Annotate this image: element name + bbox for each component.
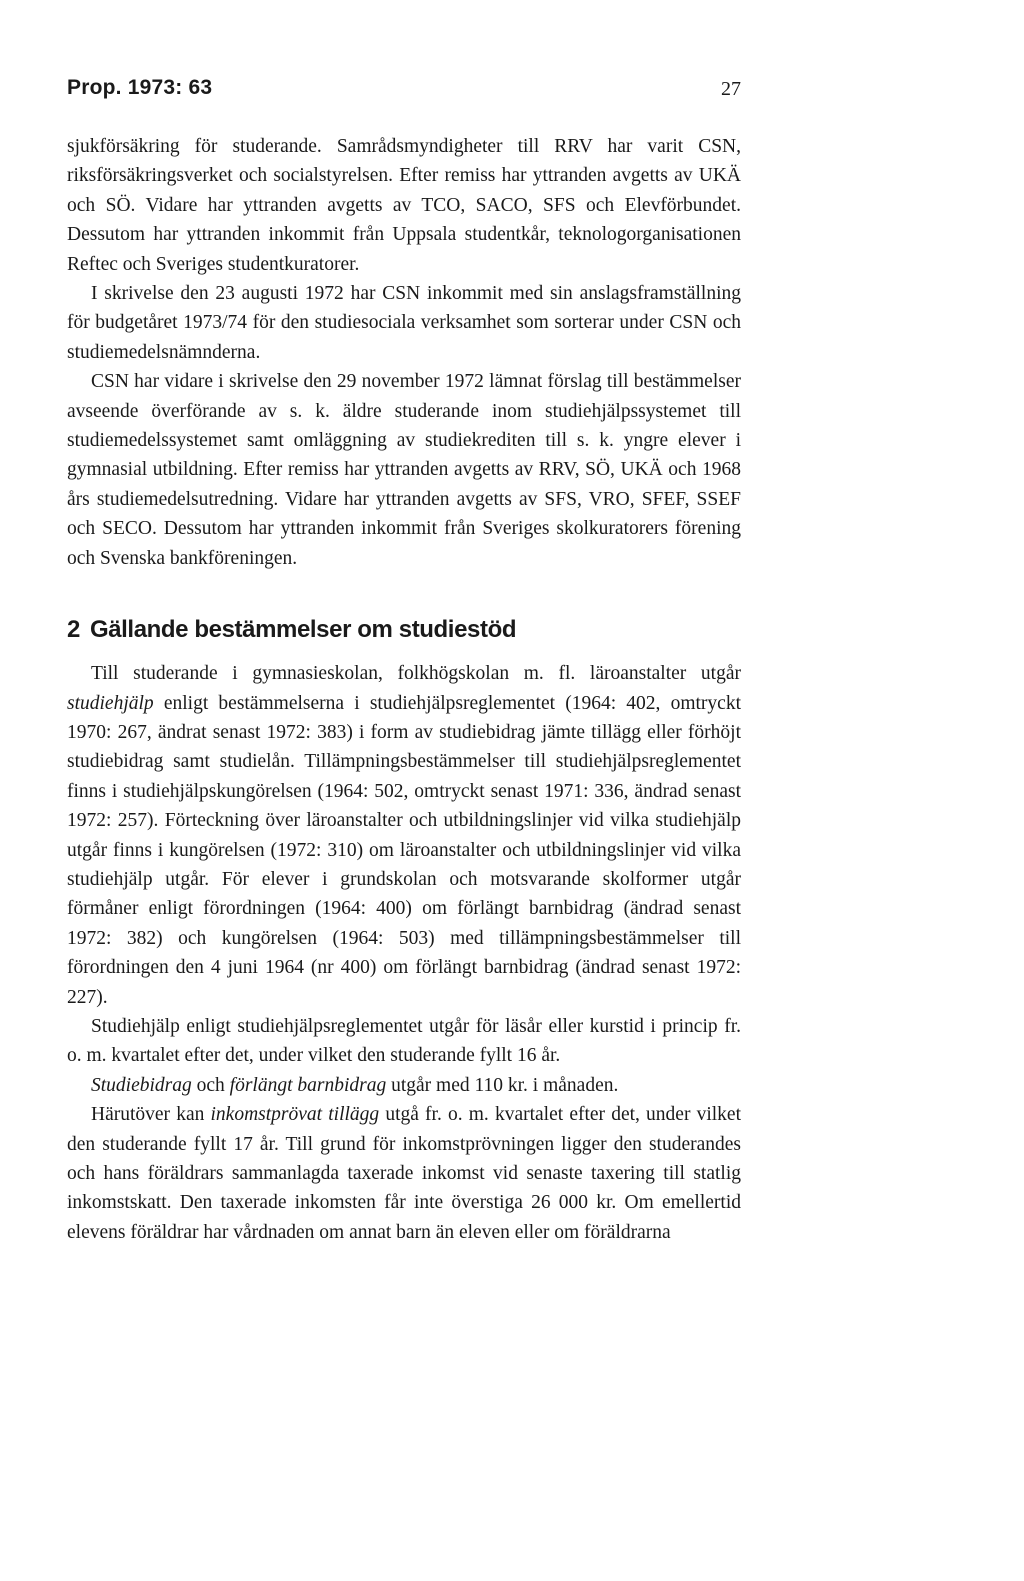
paragraph-inkomstprovat-tillagg (67, 1100, 741, 1247)
page-number: 27 (721, 78, 741, 100)
italic-term: Studiebidrag (91, 1074, 192, 1096)
running-header (67, 70, 741, 110)
paragraph-lasar: Studiehjälp enligt studiehjälpsreglementet utgår för läsår eller kurstid i princip fr. o. m. kvartalet efter det, under vilket den studerande fyllt 16 år. (67, 1015, 741, 1067)
text-run: utgå fr. o. m. kvartalet efter det, under vilket den studerande fyllt 17 år. Till grund för inkomstprövningen ligger den studerandes och hans föräldrars sammanlagda taxerade inkomst vid senaste taxering till statlig inkomstskatt. Den taxerade inkomsten får inte överstiga 26 000 kr. Om emellertid elevens föräldrar har vårdnaden om annat barn än eleven eller om föräldrarna (67, 1104, 742, 1243)
section-title: Gällande bestämmelser om studiestöd (89, 616, 517, 644)
paragraph-remiss-intro: sjukförsäkring för studerande. Samrådsmyndigheter till RRV har varit CSN, riksförsäkringsverket och socialstyrelsen. Efter remiss har yttranden avgetts av UKÄ och SÖ. Vidare har yttranden avgetts av TCO, SACO, SFS och Elevförbundet. Dessutom har yttranden inkommit från Uppsala studentkår, teknologorganisationen Reftec och Sveriges studentkuratorer. (67, 136, 741, 275)
text-run: och (191, 1074, 230, 1096)
document-page (67, 70, 741, 1247)
text-run: Härutöver kan (91, 1104, 211, 1126)
italic-term: studiehjälp (67, 692, 154, 714)
italic-term: inkomstprövat tillägg (210, 1104, 380, 1126)
section-heading (67, 615, 741, 645)
text-run: enligt bestämmelserna i studiehjälpsreglementet (1964: 402, omtryckt 1970: 267, ändrat senast 1972: 383) i form av studiebidrag jämte tillägg eller förhöjt studiebidrag samt studielån. Tillämpningsbestämmelser till studiehjälpsreglementet finns i studiehjälpskungörelsen (1964: 502, omtryckt senast 1971: 336, ändrad senast 1972: 257). Förteckning över läroanstalter och utbildningslinjer vid vilka studiehjälp utgår finns i kungörelsen (1972: 310) om läroanstalter och utbildningslinjer vid vilka studiehjälp utgår. För elever i grundskolan och motsvarande skolformer utgår förmåner enligt förordningen (1964: 400) om förlängt barnbidrag (ändrad senast 1972: 382) och kungörelsen (1964: 503) med tillämpningsbestämmelser till förordningen den 4 juni 1964 (nr 400) om förlängt barnbidrag (ändrad senast 1972: 227). (67, 692, 741, 1008)
paragraph-studiebidrag (67, 1071, 741, 1100)
italic-term: förlängt barnbidrag (229, 1074, 387, 1096)
text-run: Till studerande i gymnasieskolan, folkhögskolan m. fl. läroanstalter utgår (91, 663, 741, 685)
section-number: 2 (67, 616, 80, 644)
publication-title: Prop. 1973: 63 (67, 76, 213, 99)
body-text (67, 132, 741, 1247)
text-run: utgår med 110 kr. i månaden. (386, 1074, 619, 1096)
paragraph-studiehjalp (67, 659, 741, 1012)
paragraph-anslagsframstallning: I skrivelse den 23 augusti 1972 har CSN inkommit med sin anslagsframställning för budgetåret 1973/74 för den studiesociala verksamhet som sorterar under CSN och studiemedelsnämnderna. (67, 283, 741, 363)
paragraph-csn-forslag: CSN har vidare i skrivelse den 29 november 1972 lämnat förslag till bestämmelser avseende överförande av s. k. äldre studerande inom studiehjälpssystemet till studiemedelssystemet samt omläggning av studiekrediten till s. k. yngre elever i gymnasial utbildning. Efter remiss har yttranden avgetts av RRV, SÖ, UKÄ och 1968 års studiemedelsutredning. Vidare har yttranden avgetts av SFS, VRO, SFEF, SSEF och SECO. Dessutom har yttranden inkommit från Sveriges skolkuratorers förening och Svenska bankföreningen. (67, 371, 741, 569)
